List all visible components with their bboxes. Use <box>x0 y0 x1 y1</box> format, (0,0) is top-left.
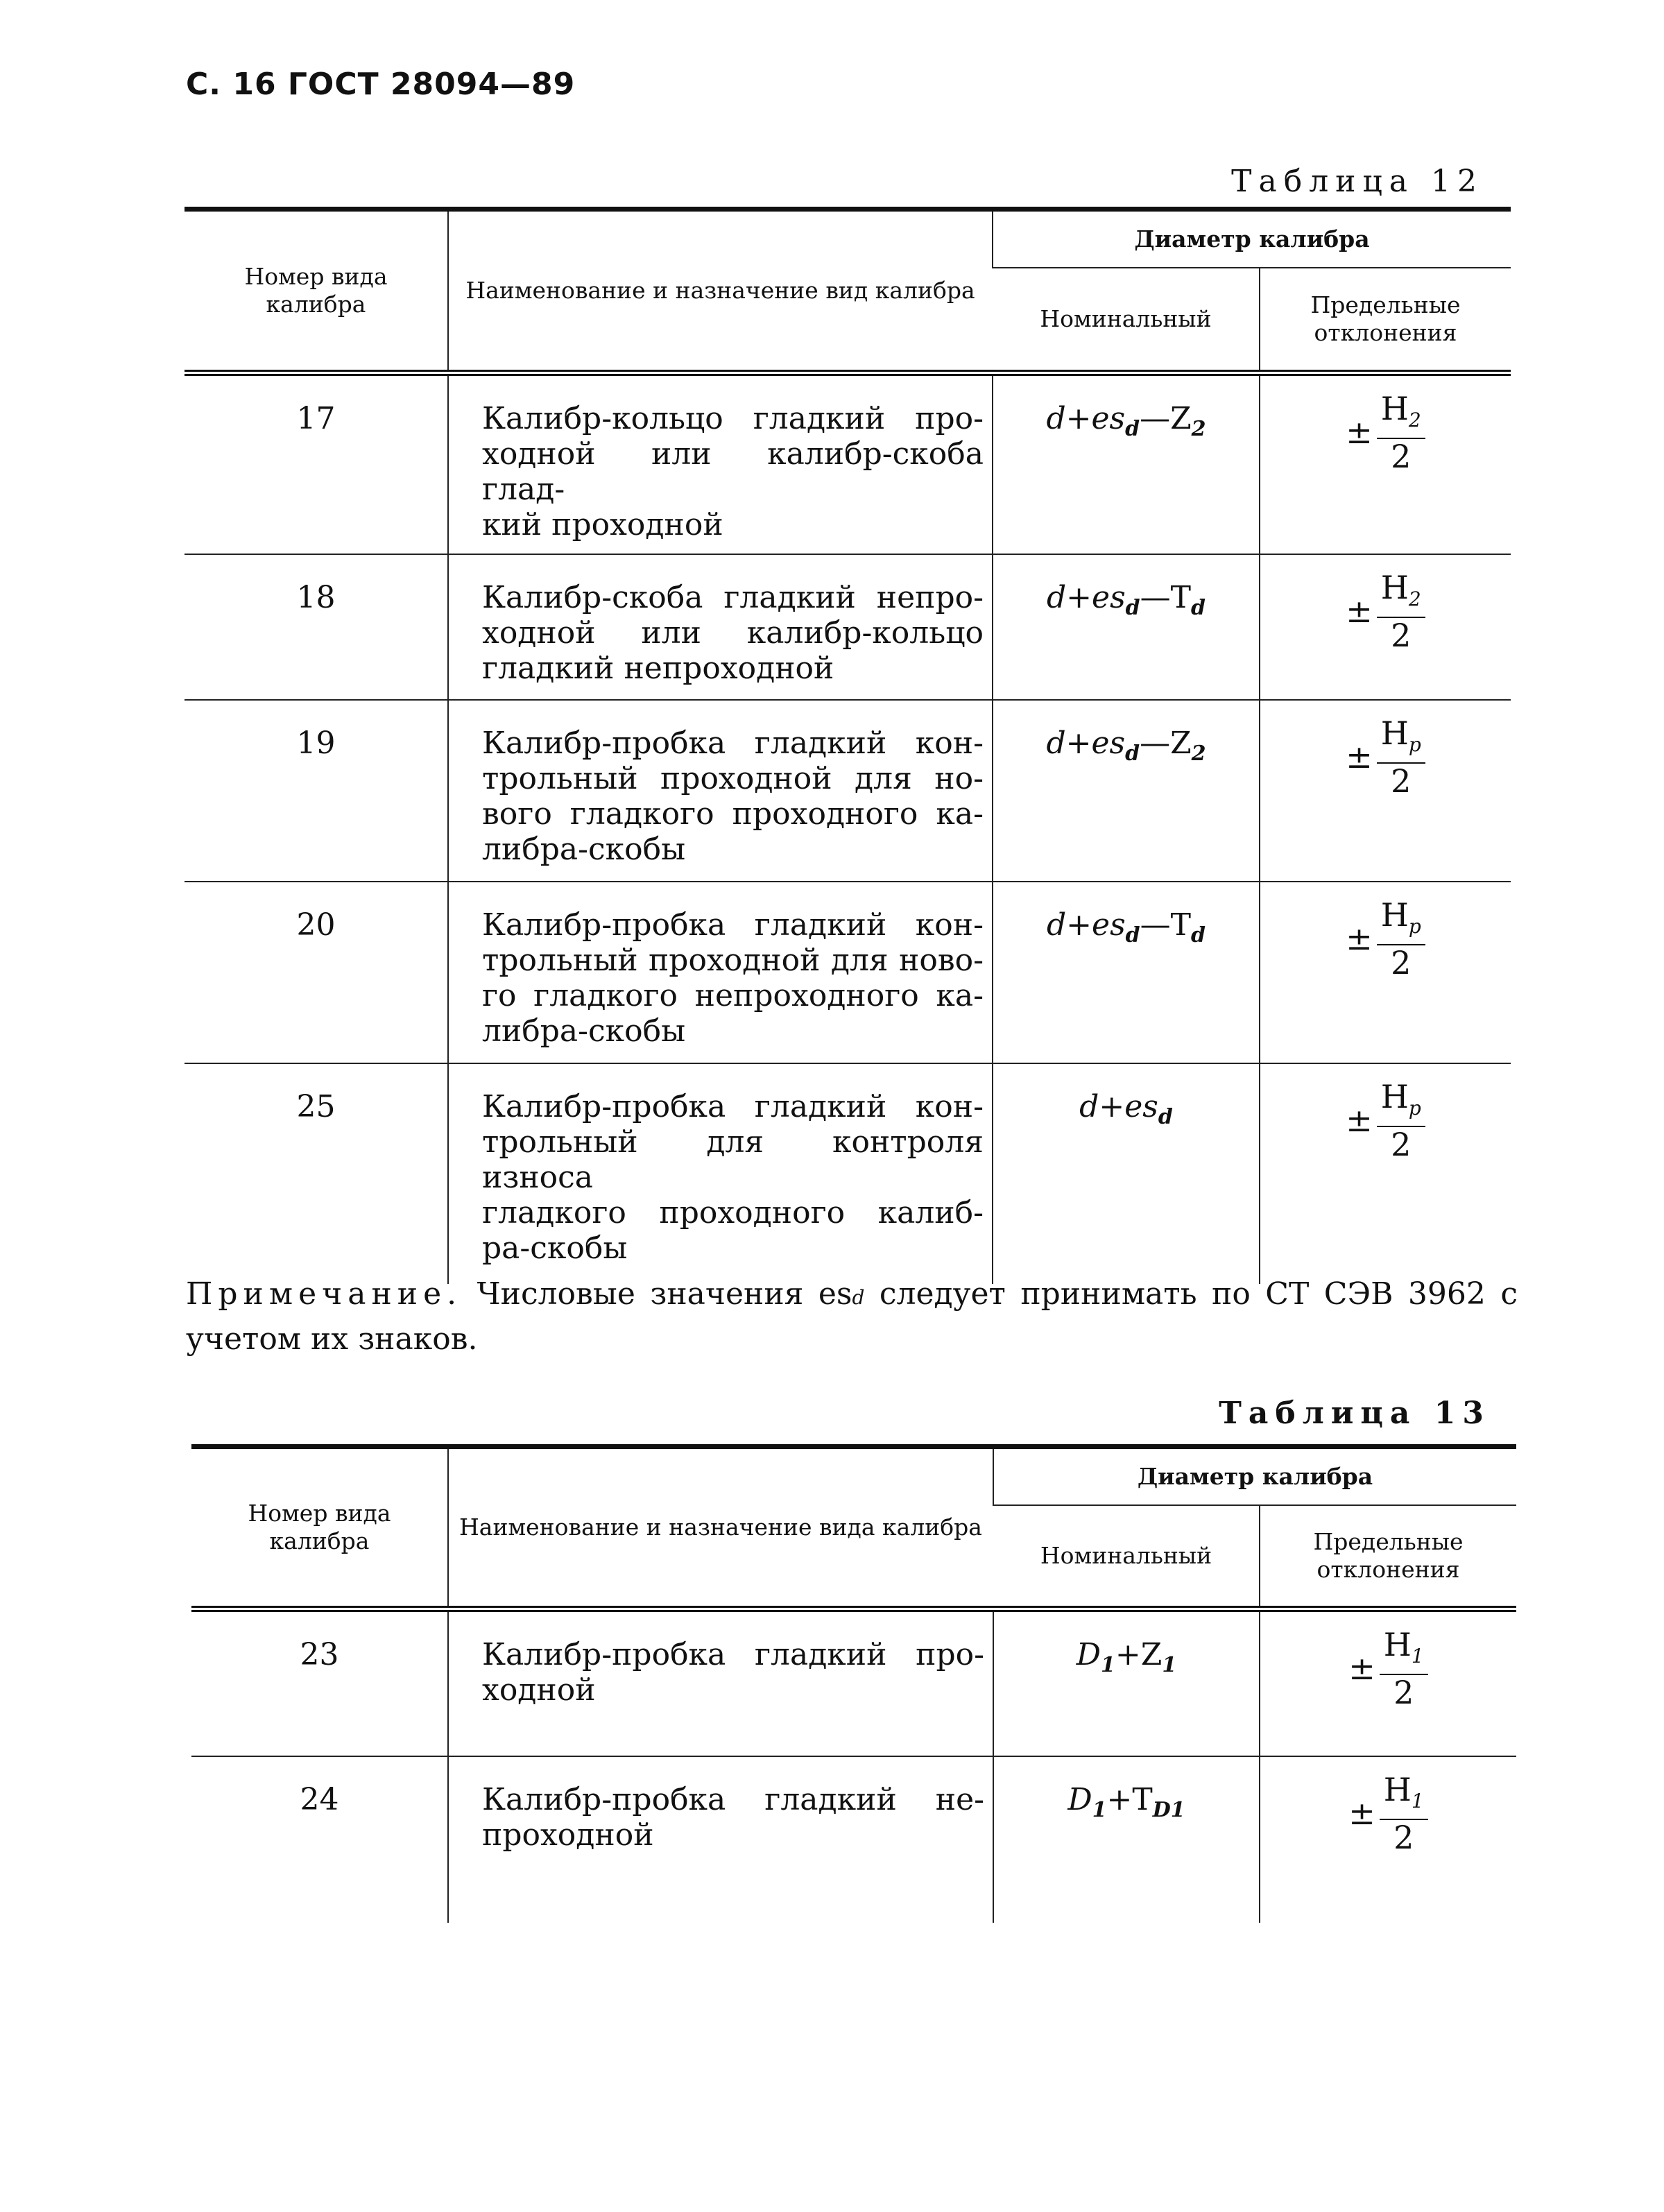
nominal-tail-sub: d <box>1191 596 1206 620</box>
page-header: С. 16 ГОСТ 28094—89 <box>186 67 576 102</box>
nominal-sub: d <box>1125 923 1140 948</box>
table-12-note <box>186 1274 1518 1360</box>
nominal-sub: d <box>1125 596 1140 620</box>
row-number: 20 <box>185 882 448 1063</box>
nominal-tail-sub: 2 <box>1191 417 1206 441</box>
description-line: гладкого проходного калиб- <box>482 1195 984 1231</box>
note-text: Числовые значения es <box>477 1276 852 1312</box>
row-deviation <box>1260 1756 1516 1923</box>
row-nominal <box>993 373 1260 555</box>
nominal-tail: —Z <box>1140 726 1192 761</box>
header-number: Номер вида калибра <box>191 1447 448 1609</box>
row-nominal <box>993 882 1260 1063</box>
deviation-numerator-sub: 2 <box>1408 588 1421 611</box>
deviation-numerator-sub: 1 <box>1411 1789 1424 1812</box>
nominal-tail: +T <box>1106 1781 1153 1817</box>
row-nominal <box>993 1063 1260 1284</box>
nominal-sub: d <box>1125 741 1140 766</box>
nominal-base: d+es <box>1047 907 1126 943</box>
table-row <box>185 882 1511 1063</box>
header-diameter: Диаметр калибра <box>993 1447 1516 1506</box>
row-nominal <box>993 554 1260 700</box>
nominal-base: d+es <box>1079 1089 1158 1124</box>
row-deviation <box>1260 554 1511 700</box>
row-deviation <box>1260 700 1511 882</box>
description-line: Калибр-кольцо гладкий про- <box>482 401 984 436</box>
nominal-base: d+es <box>1047 580 1126 615</box>
description-line: Калибр-пробка гладкий кон- <box>482 907 984 943</box>
table-row <box>191 1609 1516 1756</box>
header-deviation: Предельные отклонения <box>1260 1505 1516 1609</box>
table-row <box>185 1063 1511 1284</box>
description-line: Калибр-пробка гладкий не- <box>482 1781 984 1817</box>
table-13-caption: Таблица 13 <box>1219 1396 1491 1431</box>
row-description <box>448 1063 993 1284</box>
nominal-tail-sub: 2 <box>1191 741 1206 766</box>
deviation-sign: ± <box>1346 413 1373 452</box>
note-rest: следует принимать по СТ СЭВ 3962 с учетом их знаков. <box>186 1276 1518 1357</box>
row-nominal <box>993 1609 1260 1756</box>
description-line: трольный для контроля износа <box>482 1124 984 1195</box>
nominal-base: d+es <box>1046 726 1126 761</box>
deviation-numerator-sub: p <box>1408 733 1421 757</box>
deviation-numerator: H <box>1380 1078 1409 1115</box>
description-line: проходной <box>482 1817 654 1853</box>
deviation-numerator-sub: p <box>1408 1097 1421 1120</box>
deviation-denominator: 2 <box>1391 1126 1412 1164</box>
description-line: ра-скобы <box>482 1231 628 1266</box>
deviation-sign: ± <box>1346 592 1373 631</box>
row-deviation <box>1260 1063 1511 1284</box>
nominal-tail-sub: 1 <box>1162 1653 1177 1677</box>
table-13 <box>191 1444 1516 1923</box>
header-nominal: Номинальный <box>993 1505 1260 1609</box>
deviation-numerator-sub: p <box>1408 915 1421 938</box>
deviation-numerator: H <box>1380 569 1409 606</box>
deviation-numerator-sub: 2 <box>1408 409 1421 432</box>
table-12-caption: Таблица 12 <box>1231 164 1484 199</box>
row-description <box>448 1609 993 1756</box>
description-line: трольный проходной для ново- <box>482 943 984 978</box>
table-row <box>185 554 1511 700</box>
deviation-numerator: H <box>1383 1626 1412 1663</box>
nominal-tail: +Z <box>1115 1637 1163 1672</box>
row-description <box>448 700 993 882</box>
deviation-denominator: 2 <box>1391 762 1412 800</box>
row-number: 19 <box>185 700 448 882</box>
description-line: Калибр-скоба гладкий непро- <box>482 580 984 615</box>
deviation-denominator: 2 <box>1391 438 1412 476</box>
deviation-denominator: 2 <box>1391 944 1412 982</box>
row-number: 24 <box>300 1781 339 1817</box>
deviation-numerator: H <box>1380 896 1409 934</box>
table-12 <box>185 207 1511 1284</box>
deviation-numerator: H <box>1380 390 1409 427</box>
table-row <box>185 700 1511 882</box>
deviation-numerator: H <box>1380 714 1409 752</box>
table-row <box>185 373 1511 555</box>
description-line: либра-скобы <box>482 1013 686 1049</box>
description-line: либра-скобы <box>482 832 686 867</box>
nominal-tail-sub: d <box>1191 923 1206 948</box>
row-number: 25 <box>296 1089 336 1124</box>
description-line: Калибр-пробка гладкий кон- <box>482 726 984 761</box>
header-deviation: Предельные отклонения <box>1260 268 1511 373</box>
row-number: 17 <box>185 373 448 555</box>
deviation-denominator: 2 <box>1391 617 1412 655</box>
row-description <box>448 554 993 700</box>
description-line: Калибр-пробка гладкий про- <box>482 1637 984 1672</box>
note-lead: Примечание. <box>186 1276 463 1312</box>
nominal-tail: —T <box>1140 580 1191 615</box>
deviation-sign: ± <box>1346 738 1373 776</box>
header-name: Наименование и назначение вида калибра <box>448 1447 993 1609</box>
row-deviation <box>1260 1609 1516 1756</box>
description-line: ходной или калибр-кольцо <box>482 615 984 651</box>
deviation-denominator: 2 <box>1393 1818 1414 1856</box>
deviation-denominator: 2 <box>1393 1674 1414 1712</box>
nominal-base: D <box>1067 1781 1092 1817</box>
deviation-numerator: H <box>1383 1770 1412 1808</box>
description-line: кий проходной <box>482 507 723 542</box>
row-nominal <box>993 1756 1260 1923</box>
nominal-sub: d <box>1125 417 1140 441</box>
nominal-sub: 1 <box>1092 1797 1107 1822</box>
description-line: гладкий непроходной <box>482 651 834 686</box>
nominal-base: d+es <box>1046 401 1126 436</box>
description-line: го гладкого непроходного ка- <box>482 978 984 1013</box>
deviation-sign: ± <box>1348 1649 1375 1688</box>
row-number: 23 <box>191 1609 448 1756</box>
description-line: трольный проходной для но- <box>482 761 984 796</box>
row-description <box>448 882 993 1063</box>
deviation-sign: ± <box>1346 1101 1373 1140</box>
deviation-numerator-sub: 1 <box>1411 1645 1424 1668</box>
header-diameter: Диаметр калибра <box>993 209 1511 268</box>
description-line: вого гладкого проходного ка- <box>482 796 984 832</box>
header-nominal: Номинальный <box>993 268 1260 373</box>
nominal-tail: —T <box>1140 907 1191 943</box>
nominal-base: D <box>1076 1637 1101 1672</box>
row-description <box>448 373 993 555</box>
nominal-tail-sub: D1 <box>1152 1797 1185 1822</box>
row-nominal <box>993 700 1260 882</box>
header-number: Номер вида калибра <box>185 209 448 373</box>
nominal-tail: —Z <box>1140 401 1192 436</box>
deviation-sign: ± <box>1346 920 1373 958</box>
description-line: ходной <box>482 1672 596 1708</box>
nominal-sub: 1 <box>1101 1653 1115 1677</box>
description-line: Калибр-пробка гладкий кон- <box>482 1089 984 1124</box>
header-name: Наименование и назначение вид калибра <box>448 209 993 373</box>
table-row <box>191 1756 1516 1923</box>
description-line: ходной или калибр-скоба глад- <box>482 436 984 507</box>
row-deviation <box>1260 373 1511 555</box>
row-number: 18 <box>185 554 448 700</box>
deviation-sign: ± <box>1348 1794 1375 1832</box>
note-sub: d <box>852 1286 865 1309</box>
row-deviation <box>1260 882 1511 1063</box>
nominal-sub: d <box>1158 1105 1173 1129</box>
row-description <box>448 1756 993 1923</box>
